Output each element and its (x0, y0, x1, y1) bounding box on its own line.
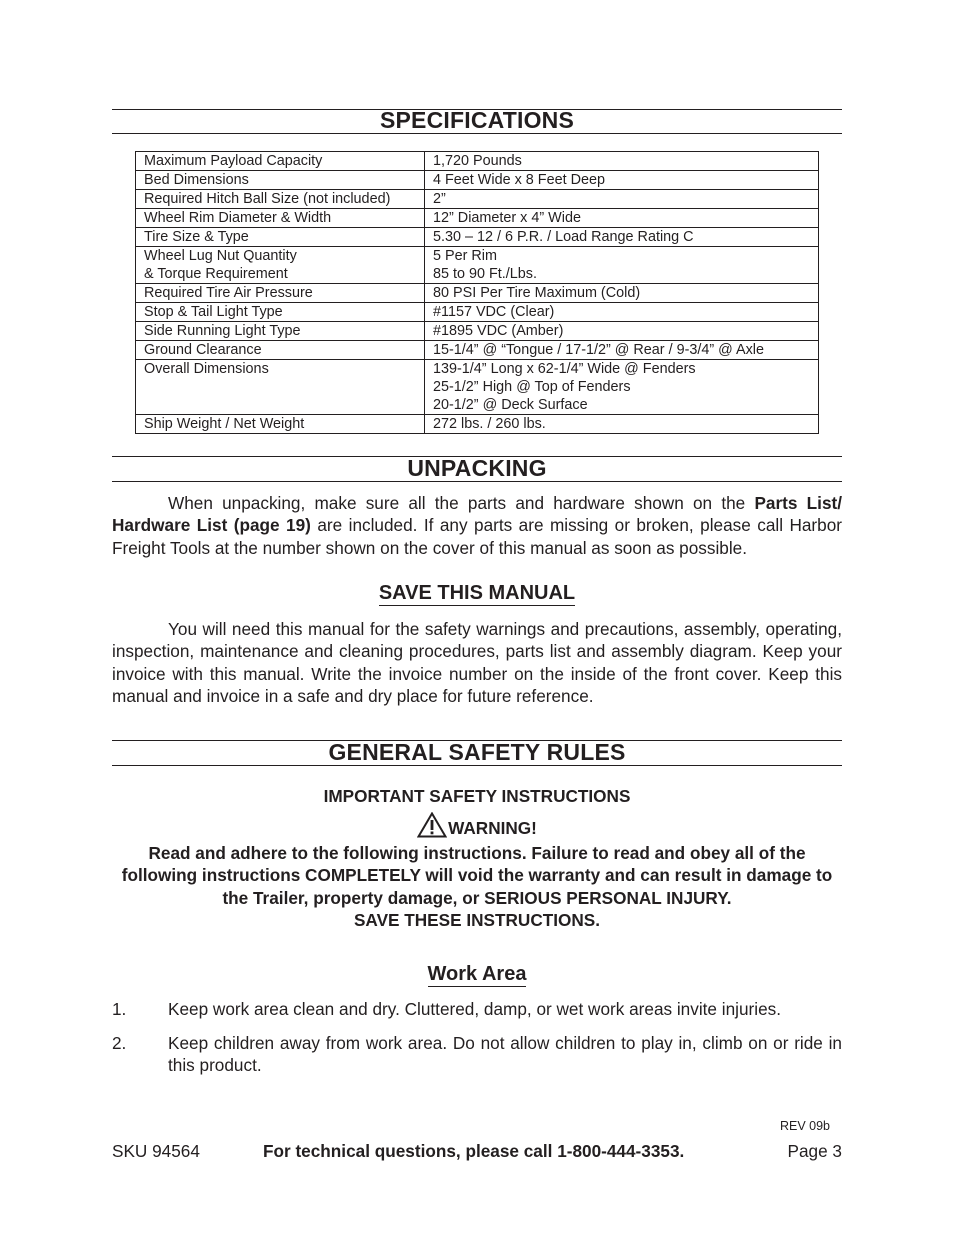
spec-row (136, 190, 819, 209)
save-manual-paragraph: You will need this manual for the safety warnings and precautions, assembly, operating, inspection, maintenance and cleaning procedures, parts list and assembly diagram. Keep your invoice with this manual. Write the invoice number on the inside of the front cover. Keep this manual and invoice in a safe and dry place for future reference. (112, 619, 842, 707)
spec-value: 272 lbs. / 260 lbs. (425, 415, 819, 434)
spec-label: Bed Dimensions (136, 171, 425, 190)
spec-row (136, 341, 819, 360)
spec-row (136, 209, 819, 228)
spec-label: Ship Weight / Net Weight (136, 415, 425, 434)
important-safety-instructions: IMPORTANT SAFETY INSTRUCTIONS (323, 786, 631, 806)
spec-row (136, 152, 819, 171)
list-item-text: Keep children away from work area. Do not allow children to play in, climb on or ride in this product. (168, 1033, 842, 1076)
spec-label: Maximum Payload Capacity (136, 152, 425, 171)
spec-value: 15-1/4” @ “Tongue / 17-1/2” @ Rear / 9-3/4” @ Axle (425, 341, 819, 360)
revision-label: REV 09b (779, 1119, 830, 1133)
list-item-text: Keep work area clean and dry. Cluttered, damp, or wet work areas invite injuries. (168, 999, 781, 1019)
spec-row (136, 284, 819, 303)
spec-label: Wheel Lug Nut Quantity & Torque Requirement (136, 247, 425, 284)
spec-value: 1,720 Pounds (425, 152, 819, 171)
sku-number: SKU 94564 (112, 1141, 200, 1161)
spec-value: 5 Per Rim 85 to 90 Ft./Lbs. (425, 247, 819, 284)
save-manual-heading: SAVE THIS MANUAL (378, 582, 576, 604)
spec-value: 5.30 – 12 / 6 P.R. / Load Range Rating C (425, 228, 819, 247)
work-area-heading: Work Area (427, 963, 527, 985)
spec-value: #1157 VDC (Clear) (425, 303, 819, 322)
technical-support-line: For technical questions, please call 1-800-444-3353. (263, 1141, 685, 1161)
list-item-number: 1. (112, 999, 127, 1019)
spec-value: 80 PSI Per Tire Maximum (Cold) (425, 284, 819, 303)
spec-value: 139-1/4” Long x 62-1/4” Wide @ Fenders 25-1/2” High @ Top of Fenders 20-1/2” @ Deck Surface (425, 360, 819, 415)
page-number: Page 3 (787, 1141, 842, 1161)
spec-row (136, 360, 819, 415)
parts-list-reference: Parts List/ Hardware List (page 19) (112, 493, 842, 536)
save-these-instructions: SAVE THESE INSTRUCTIONS. (353, 910, 601, 930)
unpacking-heading: UNPACKING (407, 455, 547, 481)
spec-value: #1895 VDC (Amber) (425, 322, 819, 341)
spec-label: Side Running Light Type (136, 322, 425, 341)
spec-label: Required Hitch Ball Size (not included) (136, 190, 425, 209)
spec-label: Wheel Rim Diameter & Width (136, 209, 425, 228)
spec-value: 4 Feet Wide x 8 Feet Deep (425, 171, 819, 190)
spec-value: 12” Diameter x 4” Wide (425, 209, 819, 228)
section-rule (112, 765, 842, 766)
specifications-heading: SPECIFICATIONS (379, 107, 575, 133)
warning-text: Read and adhere to the following instructions. Failure to read and obey all of the following instructions COMPLETELY will void the warranty and can result in damage to the Trailer, property damage, or SERIOUS PERSONAL INJURY. (121, 843, 833, 908)
spec-row (136, 247, 819, 284)
warning-label: WARNING! (112, 812, 842, 839)
specifications-table (135, 151, 819, 434)
safety-heading: GENERAL SAFETY RULES (328, 739, 626, 765)
spec-label: Tire Size & Type (136, 228, 425, 247)
spec-label: Overall Dimensions (136, 360, 425, 415)
spec-row (136, 228, 819, 247)
spec-row (136, 171, 819, 190)
spec-label: Stop & Tail Light Type (136, 303, 425, 322)
spec-label: Required Tire Air Pressure (136, 284, 425, 303)
spec-row (136, 322, 819, 341)
spec-row (136, 415, 819, 434)
section-rule (112, 481, 842, 482)
list-item-number: 2. (112, 1033, 127, 1053)
unpacking-paragraph: When unpacking, make sure all the parts and hardware shown on the Parts List/ Hardware List (page 19) are included. If any parts are missing or broken, please call Harbor Freight Tools at the number shown on the cover of this manual as soon as possible. (112, 493, 842, 558)
warning-triangle-icon (417, 812, 447, 838)
spec-label: Ground Clearance (136, 341, 425, 360)
spec-row (136, 303, 819, 322)
spec-value: 2” (425, 190, 819, 209)
section-rule (112, 133, 842, 134)
